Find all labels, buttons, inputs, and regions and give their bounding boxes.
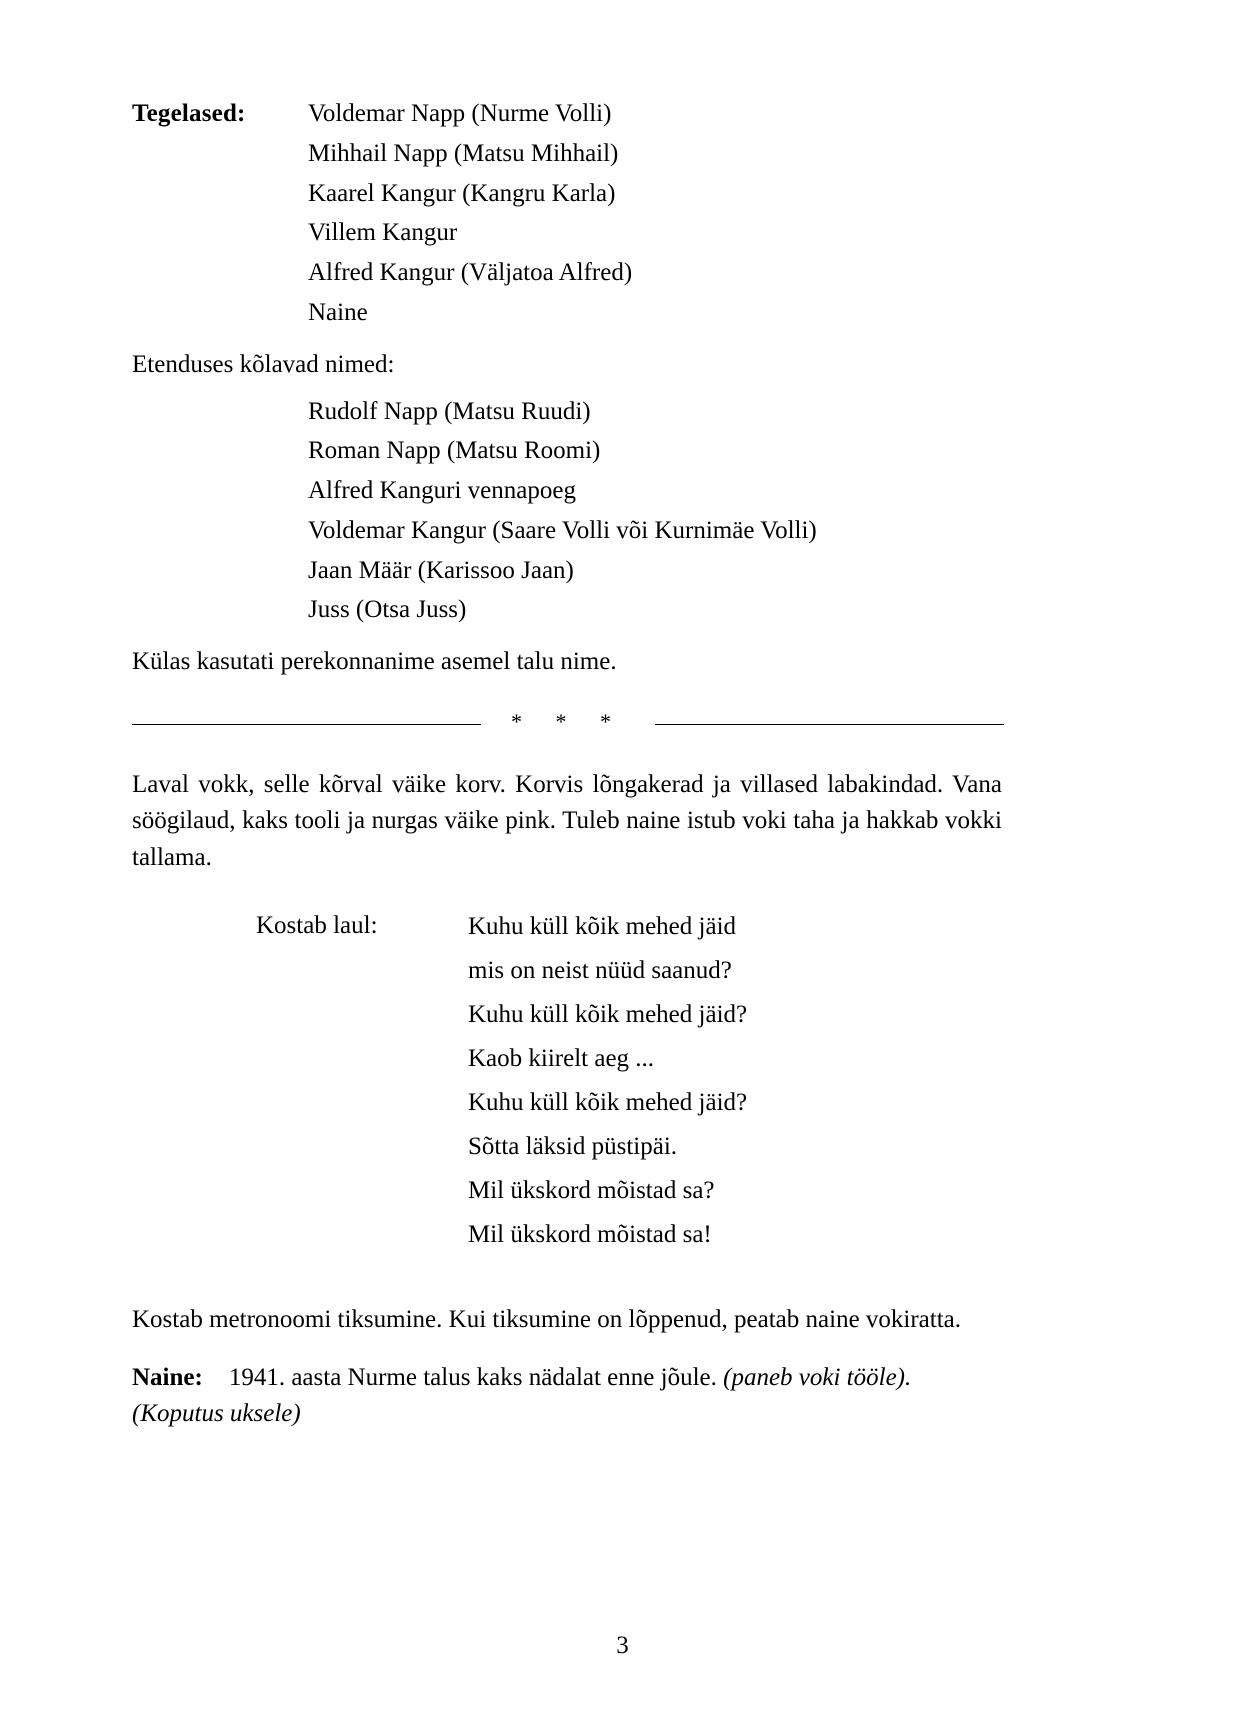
cast-row: [132, 219, 1002, 248]
song-line: Kuhu küll kõik mehed jäid: [468, 912, 737, 940]
dialogue-line: [132, 1360, 1002, 1433]
cast-name: Naine: [308, 298, 368, 326]
song-line: Mil ükskord mõistad sa!: [468, 1220, 712, 1248]
metronome-paragraph: Kostab metronoomi tiksumine. Kui tiksumine on lõppenud, peatab naine vokiratta.: [132, 1305, 962, 1333]
divider-rule-left: [132, 724, 481, 725]
song-lyrics: [468, 912, 747, 1264]
cast-row: [132, 259, 1002, 288]
cast-row: [132, 100, 1002, 129]
mentioned-heading: Etenduses kõlavad nimed:: [132, 350, 395, 378]
song-label: Kostab laul:: [256, 911, 378, 939]
village-name-note: Külas kasutati perekonnanime asemel talu nime.: [132, 648, 617, 675]
mentioned-name: Roman Napp (Matsu Roomi): [308, 437, 601, 465]
speaker-name: Naine:: [132, 1364, 203, 1391]
mentioned-name: Jaan Määr (Karissoo Jaan): [308, 556, 574, 584]
cast-name: Villem Kangur: [308, 219, 458, 247]
page-content: [132, 100, 1002, 1433]
divider-rule-right: [655, 724, 1004, 725]
mentioned-names-list: [308, 398, 1002, 626]
song-line: mis on neist nüüd saanud?: [468, 956, 732, 984]
divider-asterisks: * * *: [511, 709, 625, 734]
mentioned-name: Alfred Kanguri vennapoeg: [308, 477, 576, 504]
mentioned-name: Voldemar Kangur (Saare Volli või Kurnimäe Volli): [308, 516, 817, 544]
song-line: Mil ükskord mõistad sa?: [468, 1176, 715, 1204]
song-block: [132, 912, 1002, 1264]
song-line: Kuhu küll kõik mehed jäid?: [468, 1000, 748, 1028]
cast-name: Kaarel Kangur (Kangru Karla): [308, 179, 616, 207]
song-line: Kuhu küll kõik mehed jäid?: [468, 1088, 748, 1116]
cast-row: [132, 299, 1002, 328]
stage-direction: (paneb voki tööle). (Koputus uksele): [132, 1364, 912, 1428]
song-line: Kaob kiirelt aeg ...: [468, 1044, 655, 1072]
cast-row: [132, 180, 1002, 209]
song-line: Sõtta läksid püstipäi.: [468, 1132, 678, 1160]
dialogue-text: 1941. aasta Nurme talus kaks nädalat enne jõule.: [228, 1364, 717, 1391]
cast-row: [132, 140, 1002, 169]
section-divider: [132, 711, 1004, 737]
cast-name: Mihhail Napp (Matsu Mihhail): [308, 139, 619, 167]
scene-description: Laval vokk, selle kõrval väike korv. Korvis lõngakerad ja villased labakindad. Vana söögilaud, kaks tooli ja nurgas väike pink. Tuleb naine istub voki taha ja hakkab vokki tallama.: [132, 771, 1002, 871]
cast-list: [132, 100, 1002, 328]
page-number: 3: [616, 1632, 629, 1659]
mentioned-name: Rudolf Napp (Matsu Ruudi): [308, 397, 591, 425]
cast-name: Alfred Kangur (Väljatoa Alfred): [308, 259, 633, 286]
cast-name: Voldemar Napp (Nurme Volli): [308, 100, 612, 127]
mentioned-name: Juss (Otsa Juss): [308, 596, 467, 624]
cast-label: Tegelased:: [132, 100, 246, 127]
